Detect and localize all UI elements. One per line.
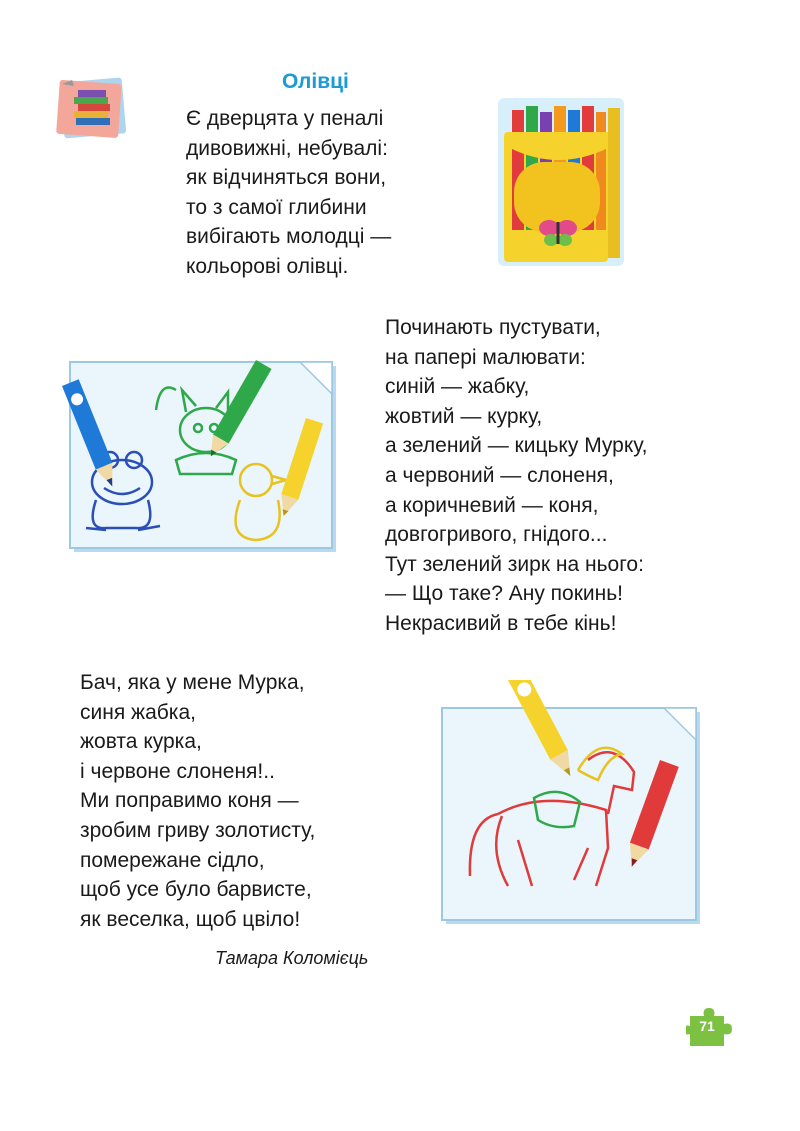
poem-line: то з самої глибини [186, 195, 367, 219]
stanza-1 [186, 104, 391, 282]
pencil-box-icon [496, 92, 626, 268]
poem-line: жовтий — курку, [385, 404, 543, 428]
poem-line: Починають пустувати, [385, 316, 601, 339]
poem-line: на папері малювати: [385, 345, 586, 369]
poem-line: а зелений — кицьку Мурку, [385, 434, 648, 458]
books-icon [52, 76, 132, 140]
poem-line: і червоне слоненя!.. [80, 759, 275, 783]
poem-author: Тамара Коломієць [215, 948, 369, 968]
poem-line: — Що таке? Ану покинь! [385, 582, 623, 606]
page-number: 71 [699, 1018, 715, 1034]
poem-line: синя жабка, [80, 700, 196, 724]
poem-title: Олівці [282, 70, 349, 93]
poem-line: Ми поправимо коня — [80, 789, 299, 813]
poem-line: Є дверцята у пеналі [186, 107, 384, 130]
poem-line: жовта курка, [80, 730, 202, 754]
poem-line: а коричневий — коня, [385, 493, 599, 517]
poem-line: а червоний — слоненя, [385, 463, 614, 487]
stanza-3 [80, 668, 315, 934]
stanza-2 [385, 313, 648, 639]
poem-line: зробим гриву золотисту, [80, 818, 316, 842]
poem-line: помережане сідло, [80, 848, 265, 872]
poem-line: кольорові олівці. [186, 254, 349, 278]
poem-line: як відчиняться вони, [186, 166, 387, 190]
poem-line: щоб усе було барвисте, [80, 878, 312, 902]
poem-line: Бач, яка у мене Мурка, [80, 671, 305, 694]
poem-line: як веселка, щоб цвіло! [80, 907, 301, 931]
page-number-badge [686, 1006, 732, 1048]
poem-line: Тут зелений зирк на нього: [385, 552, 644, 576]
poem-line: дивовижні, небувалі: [186, 136, 388, 160]
poem-line: довгогривого, гнідого... [385, 523, 608, 547]
drawing-sheet-icon [56, 350, 346, 560]
poem-line: вибігають молодці — [186, 225, 392, 249]
horse-drawing-icon [438, 680, 706, 930]
poem-line: Некрасивий в тебе кінь! [385, 611, 617, 635]
poem-line: синій — жабку, [385, 375, 530, 399]
